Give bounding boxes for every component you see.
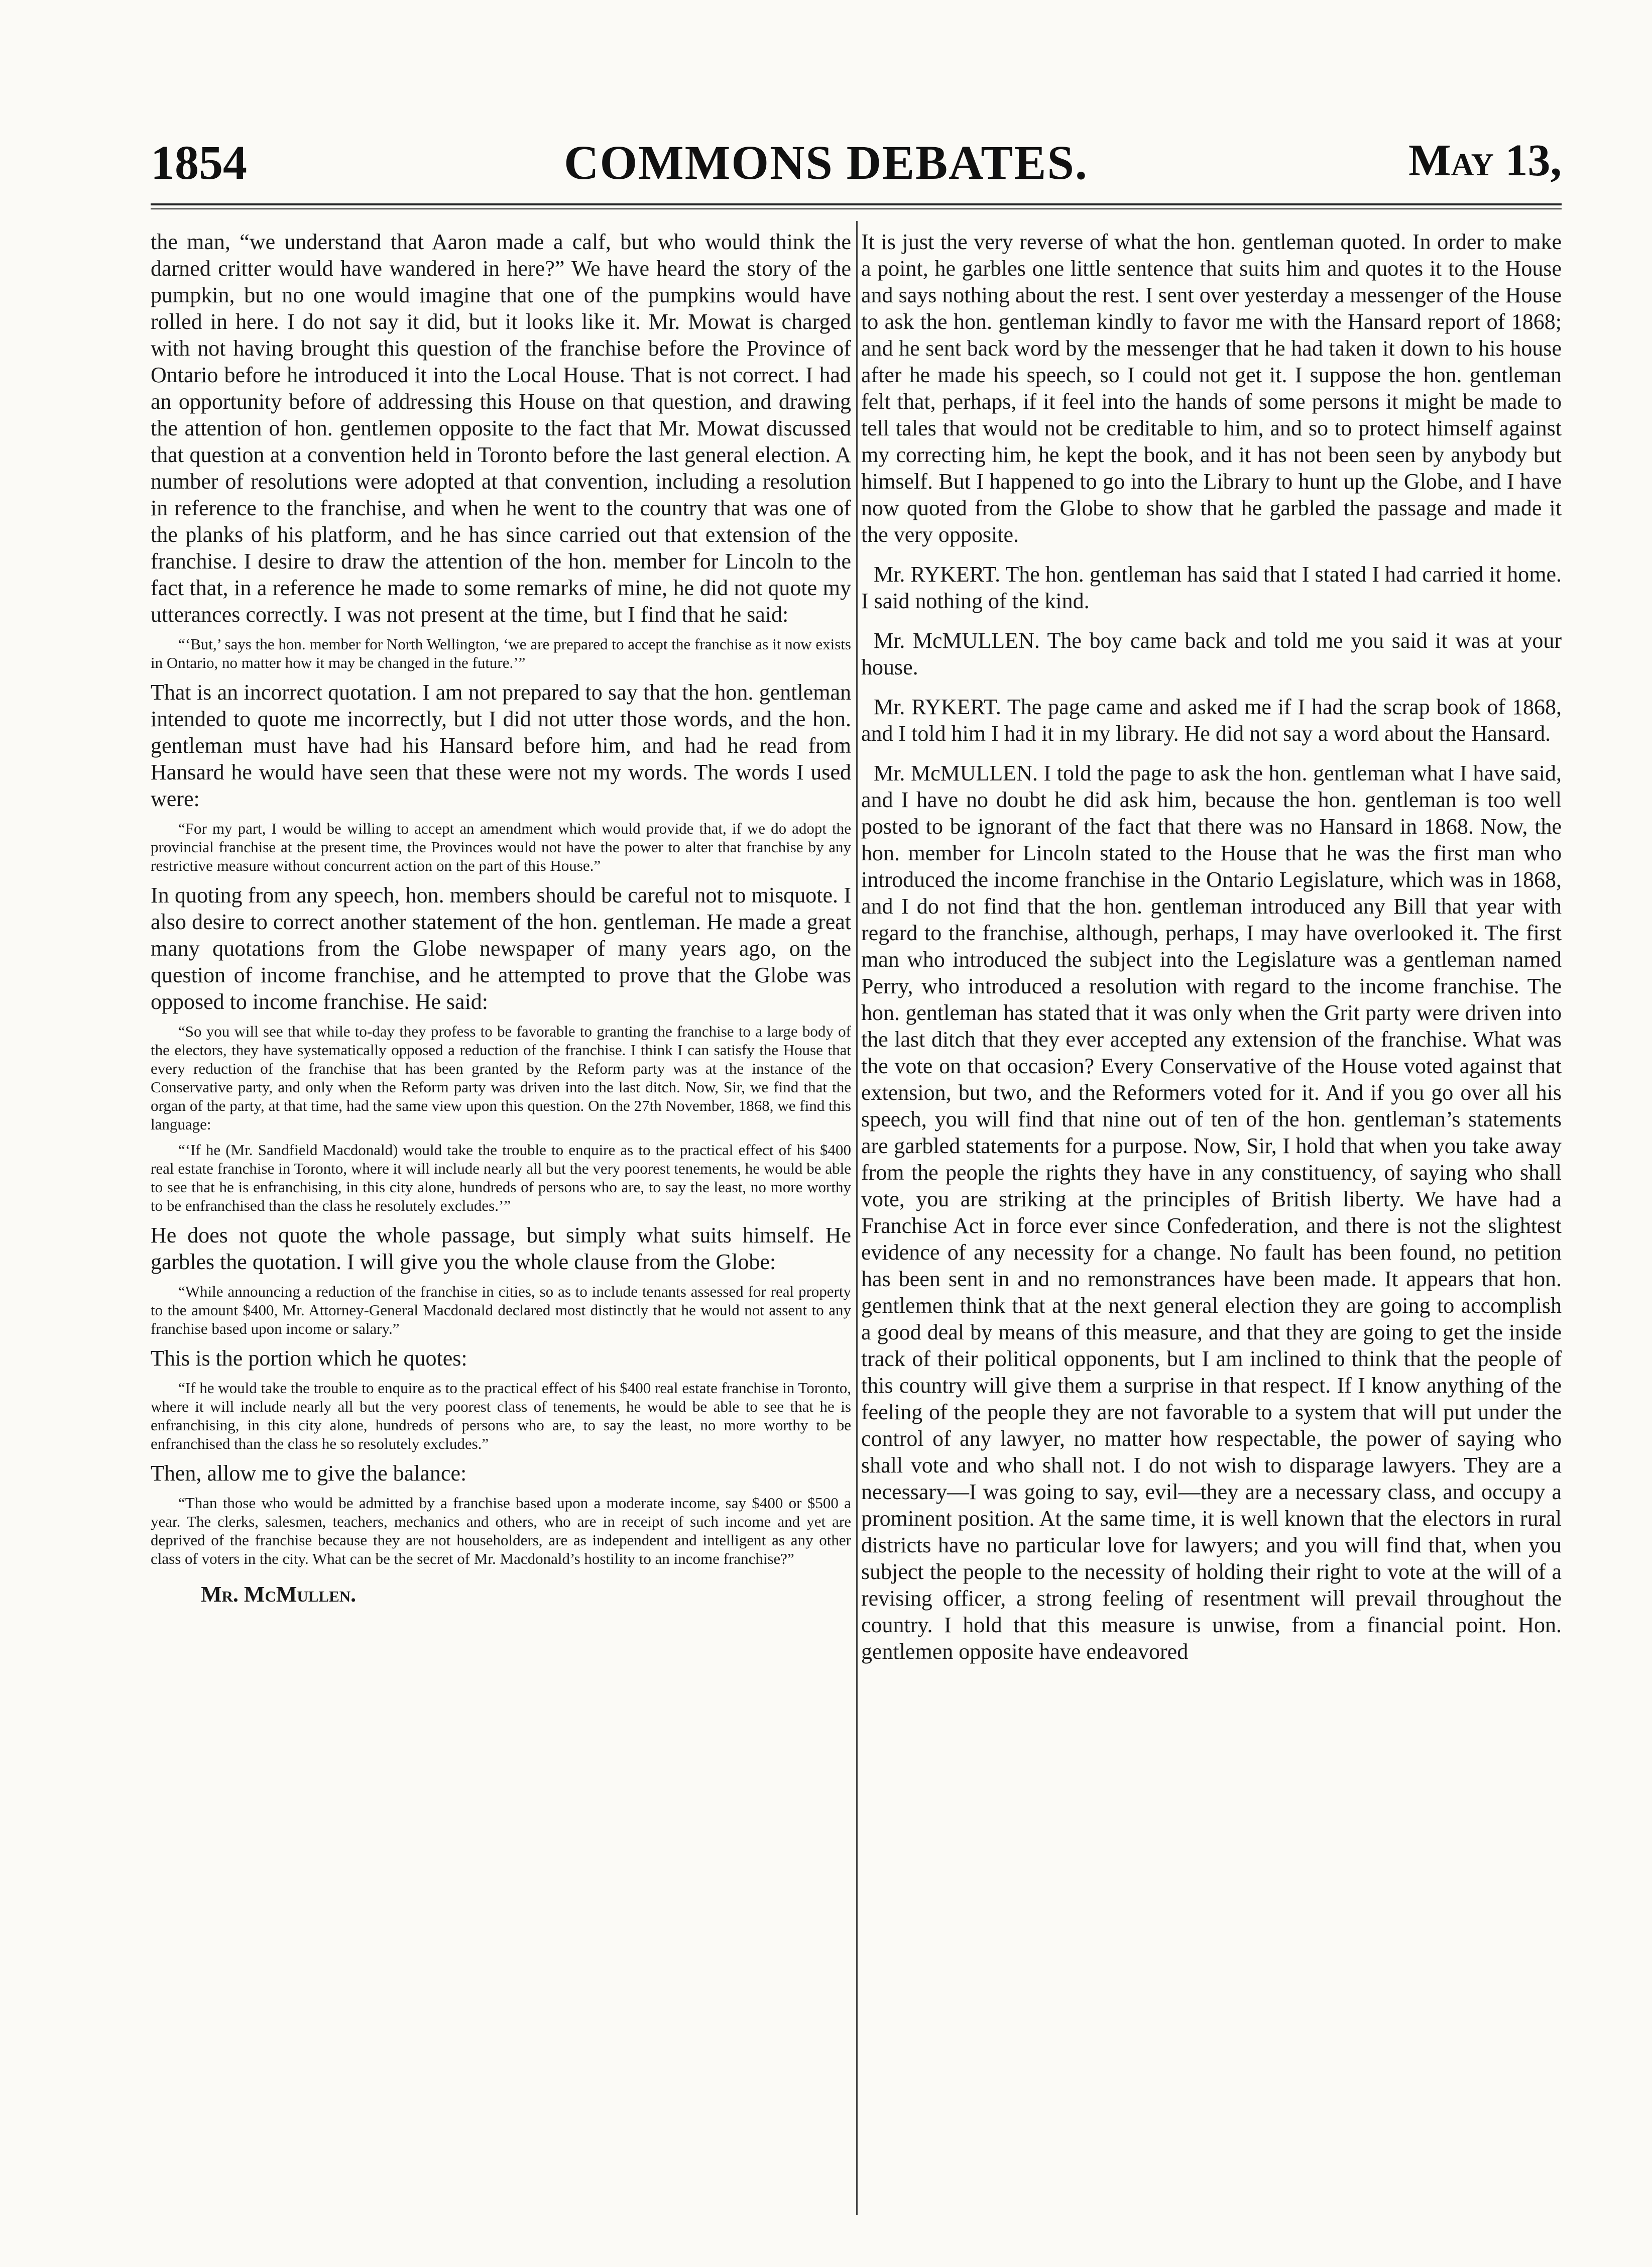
header-rule <box>151 203 1562 205</box>
left-column <box>151 229 851 2227</box>
page-title: COMMONS DEBATES. <box>564 136 1088 189</box>
header-rule-thin <box>151 208 1562 209</box>
block-quote: “While announcing a reduction of the franchise in cities, so as to include tenants assessed for real property to the amount $400, Mr. Attorney-General Macdonald declared most distinctly that he would not assent to any franchise based upon income or salary.” <box>151 1283 851 1337</box>
speech-paragraph: Mr. McMULLEN. The boy came back and told me you said it was at your house. <box>861 628 1562 679</box>
running-speaker-signature: Mr. McMullen. <box>201 1582 357 1607</box>
paragraph: It is just the very reverse of what the hon. gentleman quoted. In order to make a point, he garbles one little sentence that suits him and quotes it to the House and says nothing about the rest. I sent over yesterday a messenger of the House to ask the hon. gentleman kindly to favor me with the Hansard report of 1868; and he sent back word by the messenger that he had taken it down to his house after he made his speech, so I could not get it. I suppose the hon. gentleman felt that, perhaps, if it feel into the hands of some persons it might be made to tell tales that would not be creditable to him, and so to protect himself against my correcting him, he kept the book, and it has not been seen by anybody but himself. But I happened to go into the Library to hunt up the Globe, and I have now quoted from the Globe to show that he garbled the passage and made it the very opposite. <box>861 230 1562 547</box>
paragraph: He does not quote the whole passage, but simply what suits himself. He garbles the quotation. I will give you the whole clause from the Globe: <box>151 1223 851 1274</box>
paragraph: This is the portion which he quotes: <box>151 1346 467 1371</box>
block-quote: “‘But,’ says the hon. member for North Wellington, ‘we are prepared to accept the franchise as it now exists in Ontario, no matter how it may be changed in the future.’” <box>151 635 851 671</box>
block-quote: “‘If he (Mr. Sandfield Macdonald) would take the trouble to enquire as to the practical effect of his $400 real estate franchise in Toronto, where it will include nearly all but the very poorest tenements, he would be able to see that he is enfranchising, in this city alone, hundreds of persons who are, to say the least, no more worthy to be enfranchised than the class he resolutely excludes.’” <box>151 1141 851 1214</box>
block-quote: “So you will see that while to-day they profess to be favorable to granting the franchise to a large body of the electors, they have systematically opposed a reduction of the franchise. I think I can satisfy the House that every reduction of the franchise that has been granted by the Reform party was at the instance of the Conservative party, and only when the Reform party was driven into the last ditch. Now, Sir, we find that the organ of the party, at that time, had the same view upon this question. On the 27th November, 1868, we find this language: <box>151 1023 851 1133</box>
paragraph: That is an incorrect quotation. I am not prepared to say that the hon. gentleman intended to quote me incorrectly, but I did not utter those words, and the hon. gentleman must have had his Hansard before him, and had he read from Hansard he would have seen that these were not my words. The words I used were: <box>151 680 851 811</box>
right-column <box>861 229 1562 2227</box>
block-quote: “If he would take the trouble to enquire as to the practical effect of his $400 real estate franchise in Toronto, where it will include nearly all but the very poorest class of tenements, he would be able to see that he is enfranchising, in this city alone, hundreds of persons who are, to say the least, no more worthy to be enfranchised than the class he so resolutely excludes.” <box>151 1379 851 1452</box>
speech-paragraph: Mr. McMULLEN. I told the page to ask the hon. gentleman what I have said, and I have no doubt he did ask him, because the hon. gentleman is too well posted to be ignorant of the fact that there was no Hansard in 1868. Now, the hon. member for Lincoln stated to the House that he was the first man who introduced the income franchise in the Ontario Legislature, which was in 1868, and I do not find that the hon. gentleman introduced any Bill that year with regard to the franchise, although, perhaps, I may have overlooked it. The first man who introduced the subject into the Legislature was a gentleman named Perry, who introduced a resolution with regard to the income franchise. The hon. gentleman has stated that it was only when the Grit party were driven into the last ditch that they ever accepted any extension of the franchise. What was the vote on that occasion? Every Conservative of the House voted against that extension, but two, and the Reformers voted for it. And if you go over all his speech, you will find that nine out of ten of the hon. gentleman’s statements are garbled statements for a purpose. Now, Sir, I hold that when you take away from the people the rights they have in any constituency, of saying who shall vote, you are striking at the principles of British liberty. We have had a Franchise Act in force ever since Confederation, and there is not the slightest evidence of any necessity for a change. No fault has been found, no petition has been sent in and no remonstrances have been made. It appears that hon. gentlemen think that at the next general election they are going to accomplish a good deal by means of this measure, and that they are going to get the inside track of their political opponents, but I am inclined to think that the people of this country will give them a surprise in that respect. If I know anything of the feeling of the people they are not favorable to a system that will put under the control of any lawyer, no matter how respectable, the power of saying who shall vote and who shall not. I do not wish to disparage lawyers. They are a necessary—I was going to say, evil—they are a necessary class, and occupy a prominent position. At the same time, it is well known that the electors in rural districts have no particular love for lawyers; and you will find that, when you subject the people to the necessity of holding their right to vote at the will of a revising officer, a strong feeling of resentment will prevail throughout the country. I hold that this measure is unwise, from a financial point. Hon. gentlemen opposite have endeavored <box>861 761 1562 1664</box>
page-number: 1854 <box>151 136 247 189</box>
column-divider <box>856 221 858 2215</box>
paragraph: the man, “we understand that Aaron made a calf, but who would think the darned critter would have wandered in here?” We have heard the story of the pumpkin, but no one would imagine that one of the pumpkins would have rolled in here. I do not say it did, but it looks like it. Mr. Mowat is charged with not having brought this question of the franchise before the Province of Ontario before he introduced it into the Local House. That is not correct. I had an opportunity before of addressing this House on that question, and drawing the attention of hon. gentlemen opposite to the fact that Mr. Mowat discussed that question at a convention held in Toronto before the last general election. A number of resolutions were adopted at that convention, including a resolution in reference to the franchise, and when he went to the country that was one of the planks of his platform, and he has since carried out that extension of the franchise. I desire to draw the attention of the hon. member for Lincoln to the fact that, in a reference he made to some remarks of mine, he did not quote my utterances correctly. I was not present at the time, but I find that he said: <box>151 230 851 627</box>
speech-paragraph: Mr. RYKERT. The hon. gentleman has said that I stated I had carried it home. I said nothing of the kind. <box>861 562 1562 613</box>
page-date: May 13, <box>1408 136 1562 185</box>
paragraph: Then, allow me to give the balance: <box>151 1461 467 1486</box>
paragraph: In quoting from any speech, hon. members should be careful not to misquote. I also desire to correct another statement of the hon. gentleman. He made a great many quotations from the Globe newspaper of many years ago, on the question of income franchise, and he attempted to prove that the Globe was opposed to income franchise. He said: <box>151 883 851 1014</box>
block-quote: “Than those who would be admitted by a franchise based upon a moderate income, say $400 or $500 a year. The clerks, salesmen, teachers, mechanics and others, who are in receipt of such income and yet are deprived of the franchise because they are not householders, are as independent and intelligent as any other class of voters in the city. What can be the secret of Mr. Macdonald’s hostility to an income franchise?” <box>151 1494 851 1567</box>
block-quote: “For my part, I would be willing to accept an amendment which would provide that, if we do adopt the provincial franchise at the present time, the Provinces would not have the power to alter that franchise by any restrictive measure without concurrent action on the part of this House.” <box>151 820 851 874</box>
speech-paragraph: Mr. RYKERT. The page came and asked me if I had the scrap book of 1868, and I told him I had it in my library. He did not say a word about the Hansard. <box>861 695 1562 746</box>
